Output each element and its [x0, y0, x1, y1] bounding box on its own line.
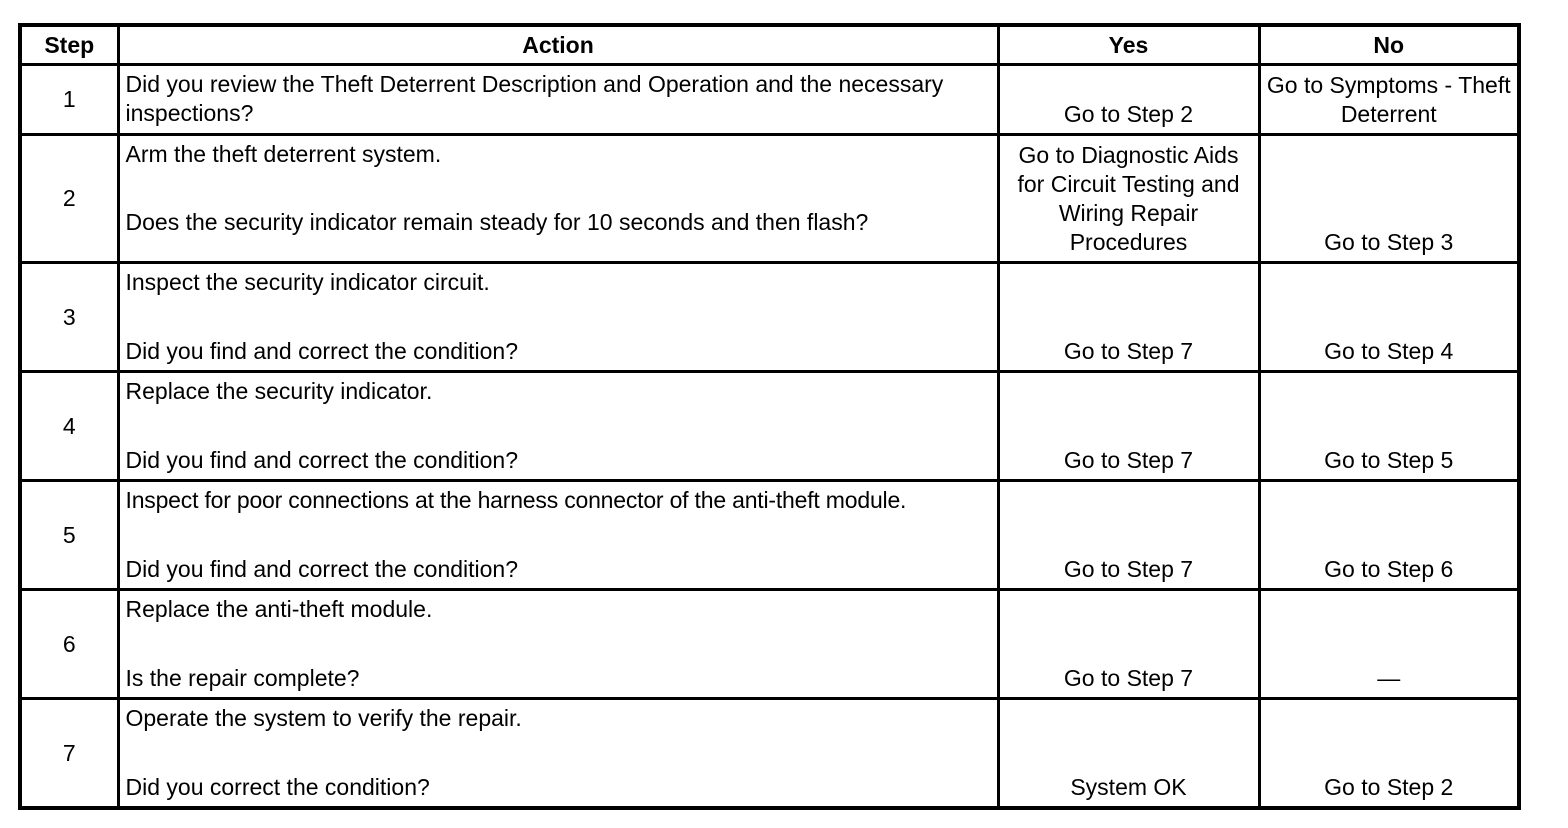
- step-number: 5: [20, 481, 118, 590]
- yes-result: Go to Diagnostic Aids for Circuit Testing and Wiring Repair Procedures: [998, 135, 1259, 263]
- table-row: [20, 590, 1519, 699]
- action-question: Is the repair complete?: [125, 665, 360, 692]
- no-result: Go to Step 6: [1259, 481, 1519, 590]
- diagnostic-table: [18, 23, 1521, 810]
- no-result: Go to Symptoms - Theft Deterrent: [1259, 65, 1519, 135]
- action-question: Does the security indicator remain steady for 10 seconds and then flash?: [125, 209, 869, 236]
- yes-result: Go to Step 2: [998, 65, 1259, 135]
- action-instruction: Inspect for poor connections at the harness connector of the anti-theft module.: [125, 487, 907, 514]
- action-cell: [118, 372, 998, 481]
- action-cell: [118, 65, 998, 135]
- step-number: 2: [20, 135, 118, 263]
- action-instruction: Did you review the Theft Deterrent Description and Operation and the necessary inspections?: [125, 71, 944, 126]
- no-result: Go to Step 3: [1259, 135, 1519, 263]
- table-row: [20, 135, 1519, 263]
- action-cell: [118, 481, 998, 590]
- no-result: Go to Step 4: [1259, 263, 1519, 372]
- table-row: [20, 699, 1519, 808]
- action-cell: [118, 590, 998, 699]
- action-question: Did you find and correct the condition?: [125, 556, 519, 583]
- action-instruction: Replace the anti-theft module.: [125, 596, 433, 623]
- action-cell: [118, 135, 998, 263]
- yes-result: Go to Step 7: [998, 590, 1259, 699]
- step-number: 7: [20, 699, 118, 808]
- header-step: Step: [20, 25, 118, 65]
- no-result: Go to Step 5: [1259, 372, 1519, 481]
- action-question: Did you find and correct the condition?: [125, 338, 519, 365]
- table-row: [20, 481, 1519, 590]
- no-result: —: [1259, 590, 1519, 699]
- table-row: [20, 372, 1519, 481]
- yes-result: Go to Step 7: [998, 481, 1259, 590]
- step-number: 1: [20, 65, 118, 135]
- action-question: Did you correct the condition?: [125, 774, 430, 800]
- table-row: [20, 65, 1519, 135]
- no-result: Go to Step 2: [1259, 699, 1519, 808]
- header-row: [20, 25, 1519, 65]
- yes-result: Go to Step 7: [998, 263, 1259, 372]
- action-instruction: Replace the security indicator.: [125, 378, 433, 405]
- action-instruction: Arm the theft deterrent system.: [125, 141, 442, 168]
- action-question: Did you find and correct the condition?: [125, 447, 519, 474]
- step-number: 6: [20, 590, 118, 699]
- action-instruction: Inspect the security indicator circuit.: [125, 269, 490, 296]
- header-action: Action: [118, 25, 998, 65]
- header-no: No: [1259, 25, 1519, 65]
- action-cell: [118, 699, 998, 808]
- step-number: 3: [20, 263, 118, 372]
- yes-result: System OK: [998, 699, 1259, 808]
- header-yes: Yes: [998, 25, 1259, 65]
- action-instruction: Operate the system to verify the repair.: [125, 705, 522, 732]
- action-cell: [118, 263, 998, 372]
- yes-result: Go to Step 7: [998, 372, 1259, 481]
- table-row: [20, 263, 1519, 372]
- step-number: 4: [20, 372, 118, 481]
